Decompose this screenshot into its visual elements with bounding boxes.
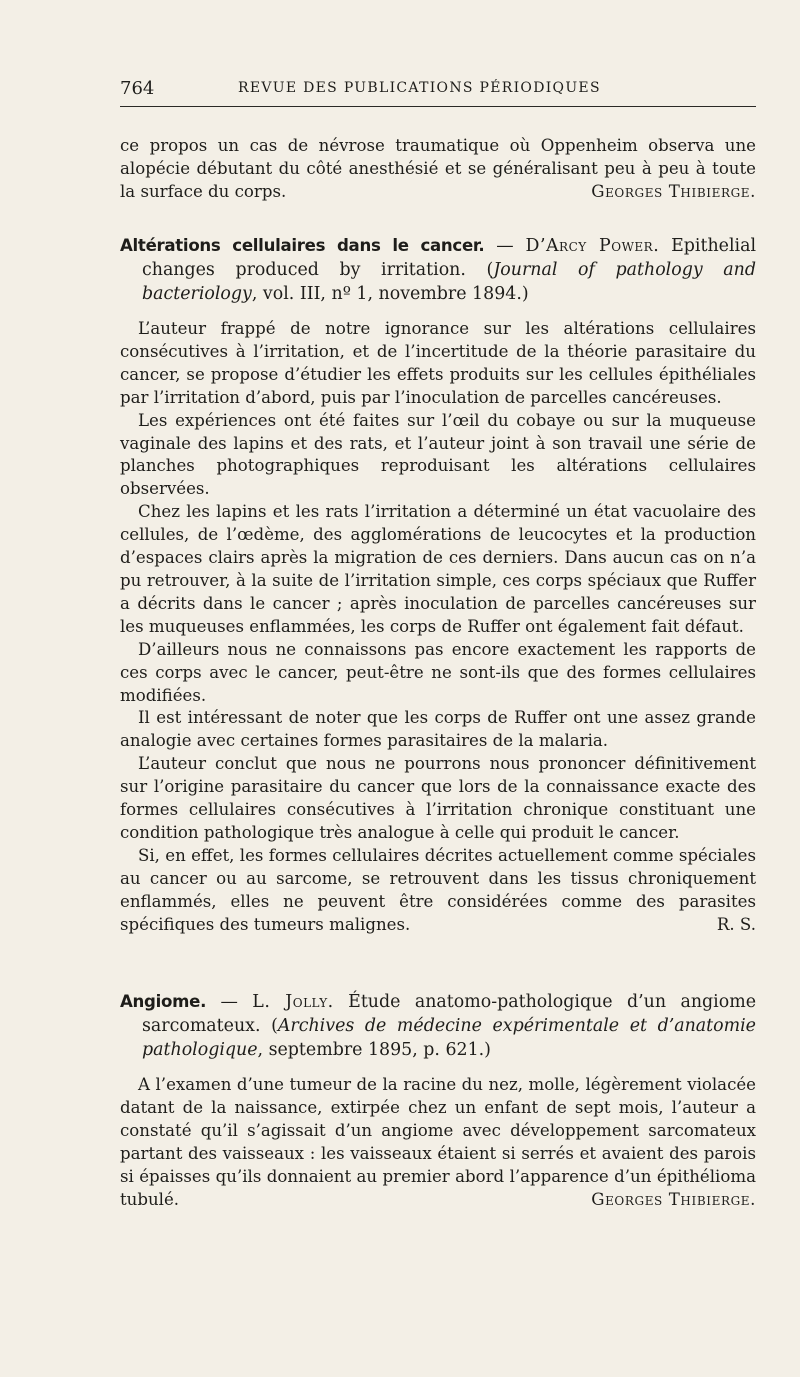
article-paragraph: L’auteur conclut que nous ne pourrons nous prononcer définitivement sur l’origine parasitaire du cancer que lors de la connaissance exacte des formes cellulaires consécutives à l’irritation chronique constituant une condition pathologique très analogue à celle qui produit le cancer. — [120, 754, 756, 842]
journal-name: Archives de médecine expérimentale et d’anatomie pathologique — [142, 1016, 756, 1060]
article-heading — [120, 234, 756, 306]
article-paragraph: L’auteur frappé de notre ignorance sur les altérations cellulaires consécutives à l’irritation, et de l’incertitude de la théorie parasitaire du cancer, se propose d’étudier les effets produits sur les cellules épithéliales par l’irritation d’abord, puis par l’inoculation de parcelles cancéreuses. — [120, 319, 756, 407]
article-heading — [120, 990, 756, 1062]
article-paragraph-text: A l’examen d’une tumeur de la racine du nez, molle, légèrement violacée datant de la naissance, extirpée chez un enfant de sept mois, l’auteur a constaté qu’il s’agissait d’un angiome avec développement sarcomateux partant des vaisseaux : les vaisseaux étaient si serrés et avaient des parois si épaisses qu’ils donnaient au premier abord l’apparence d’un épithélioma tubulé. — [120, 1075, 756, 1209]
article-paragraph: Chez les lapins et les rats l’irritation a déterminé un état vacuolaire des cellules, de l’œdème, des agglomérations de leucocytes et la production d’espaces clairs après la migration de ces derniers. Dans aucun cas on n’a pu retrouver, à la suite de l’irritation simple, ces corps spéciaux que Ruffer a décrits dans le cancer ; après inoculation de parcelles cancéreuses sur les muqueuses enflammées, les corps de Ruffer ont également fait défaut. — [120, 502, 756, 636]
article-signature: Georges Thibierge. — [591, 1189, 756, 1209]
heading-dash: — — [484, 236, 526, 256]
journal-reference: , vol. III, nº 1, novembre 1894.) — [251, 284, 529, 304]
article-title: Étude anatomo-pathologique d’un angiome sarcomateux. ( — [142, 992, 756, 1036]
running-title: REVUE DES PUBLICATIONS PÉRIODIQUES — [238, 80, 601, 96]
article-topic: Altérations cellulaires dans le cancer. — [120, 236, 485, 255]
article-altérations — [120, 234, 756, 936]
page-number: 764 — [120, 78, 155, 99]
continuation-signature: Georges Thibierge. — [591, 181, 756, 201]
article-paragraph: Les expériences ont été faites sur l’œil du cobaye ou sur la muqueuse vaginale des lapins et des rats, et l’auteur joint à son travail une série de planches photographiques reproduisant les altérations cellulaires observées. — [120, 410, 756, 499]
article-paragraph: D’ailleurs nous ne connaissons pas encore exactement les rapports de ces corps avec le cancer, peut-être ne sont-ils que des formes cellulaires modifiées. — [120, 639, 756, 705]
continuation-text: ce propos un cas de névrose traumatique où Oppenheim observa une alopécie débutant du côté anesthésié et se généralisant peu à peu à toute la surface du corps. — [120, 136, 756, 201]
article-paragraph-last — [120, 845, 756, 937]
continuation-paragraph — [120, 135, 756, 204]
article-title: Epithelial changes produced by irritation. ( — [142, 236, 757, 280]
article-paragraph: Il est intéressant de noter que les corps de Ruffer ont une assez grande analogie avec certaines formes parasitaires de la malaria. — [120, 708, 756, 751]
article-paragraph-text: Si, en effet, les formes cellulaires décrites actuellement comme spéciales au cancer ou au sarcome, se retrouvent dans les tissus chroniquement enflammés, elles ne peuvent être considérées comme des parasites spécifiques des tumeurs malignes. — [120, 845, 756, 934]
heading-dash: — — [206, 992, 253, 1012]
article-author: D’Arcy Power. — [525, 236, 660, 256]
journal-reference: , septembre 1895, p. 621.) — [257, 1040, 491, 1060]
journal-name: Journal of pathology and bacteriology — [142, 260, 756, 304]
article-paragraph — [120, 1074, 756, 1211]
article-signature: R. S. — [716, 914, 756, 934]
article-angiome — [120, 990, 756, 1211]
article-author: L. Jolly. — [252, 992, 334, 1012]
article-topic: Angiome. — [120, 992, 207, 1011]
continuation-block — [120, 135, 756, 204]
page-header — [120, 78, 756, 107]
